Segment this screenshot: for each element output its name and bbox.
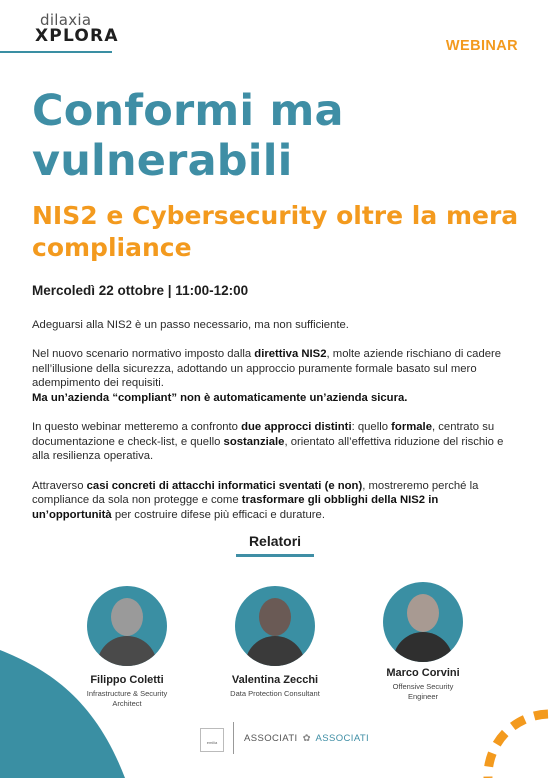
webinar-tag: WEBINAR (445, 38, 518, 54)
bold-text: direttiva NIS2 (254, 348, 327, 361)
event-date: Mercoledì 22 ottobre | 11:00-12:00 (32, 283, 249, 298)
associati-logo: ASSOCIATI ✿ ASSOCIATI (244, 733, 370, 744)
speakers-heading: Relatori (248, 533, 302, 549)
speaker-card (348, 582, 498, 701)
paragraph-4: Attraverso casi concreti di attacchi informatici sventati (e non), mostreremo perché la compliance da sola non protegge e come trasformare gli obblighi della NIS2 in un’opportunità per costruire difese più efficaci e durature. (32, 479, 479, 521)
associati-emblem-icon: ✿ (302, 733, 311, 744)
page-title: Conformi ma vulnerabili (32, 86, 344, 186)
speaker-name: Filippo Coletti (90, 674, 164, 686)
speaker-role: Data Protection Consultant (230, 689, 320, 698)
decorative-orange-arc (478, 706, 550, 778)
logo-xplora: XPLORA (35, 26, 119, 46)
speakers-heading-underline (236, 554, 314, 557)
speaker-avatar (235, 586, 315, 666)
speaker-avatar (87, 586, 167, 666)
logo-underline (0, 51, 112, 53)
paragraph-3: In questo webinar metteremo a confronto due approcci distinti: quello formale, centrato su documentazione e check-list, e quello sostanziale, orientato all’effettiva riduzione del rischio e alla resilienza operativa. (32, 421, 504, 463)
speaker-avatar (383, 582, 463, 662)
speaker-name: Valentina Zecchi (231, 674, 319, 686)
footer-divider (233, 722, 234, 754)
paragraph-2: Nel nuovo scenario normativo imposto dalla direttiva NIS2, molte aziende rischiano di cadere nell’illusione della sicurezza, adottando un approccio puramente formale basato sul mero adempimento dei requisiti. Ma un’azienda “compliant” non è automaticamente un’azienda sicura. (32, 348, 502, 404)
emilia-logo: emilia (200, 728, 224, 752)
speaker-name: Marco Corvini (386, 667, 460, 679)
speaker-role: Infrastructure & Security Architect (86, 689, 168, 708)
speaker-role: Offensive Security Engineer (392, 682, 454, 701)
speaker-card (52, 586, 202, 708)
bold-statement: Ma un’azienda “compliant” non è automaticamente un’azienda sicura. (32, 391, 408, 404)
speaker-card (200, 586, 350, 699)
page-subtitle: NIS2 e Cybersecurity oltre la mera compliance (32, 201, 519, 262)
logo-dilaxia: dilaxia (40, 11, 92, 29)
paragraph-1: Adeguarsi alla NIS2 è un passo necessario, ma non sufficiente. (32, 319, 349, 331)
description-body (32, 318, 518, 537)
